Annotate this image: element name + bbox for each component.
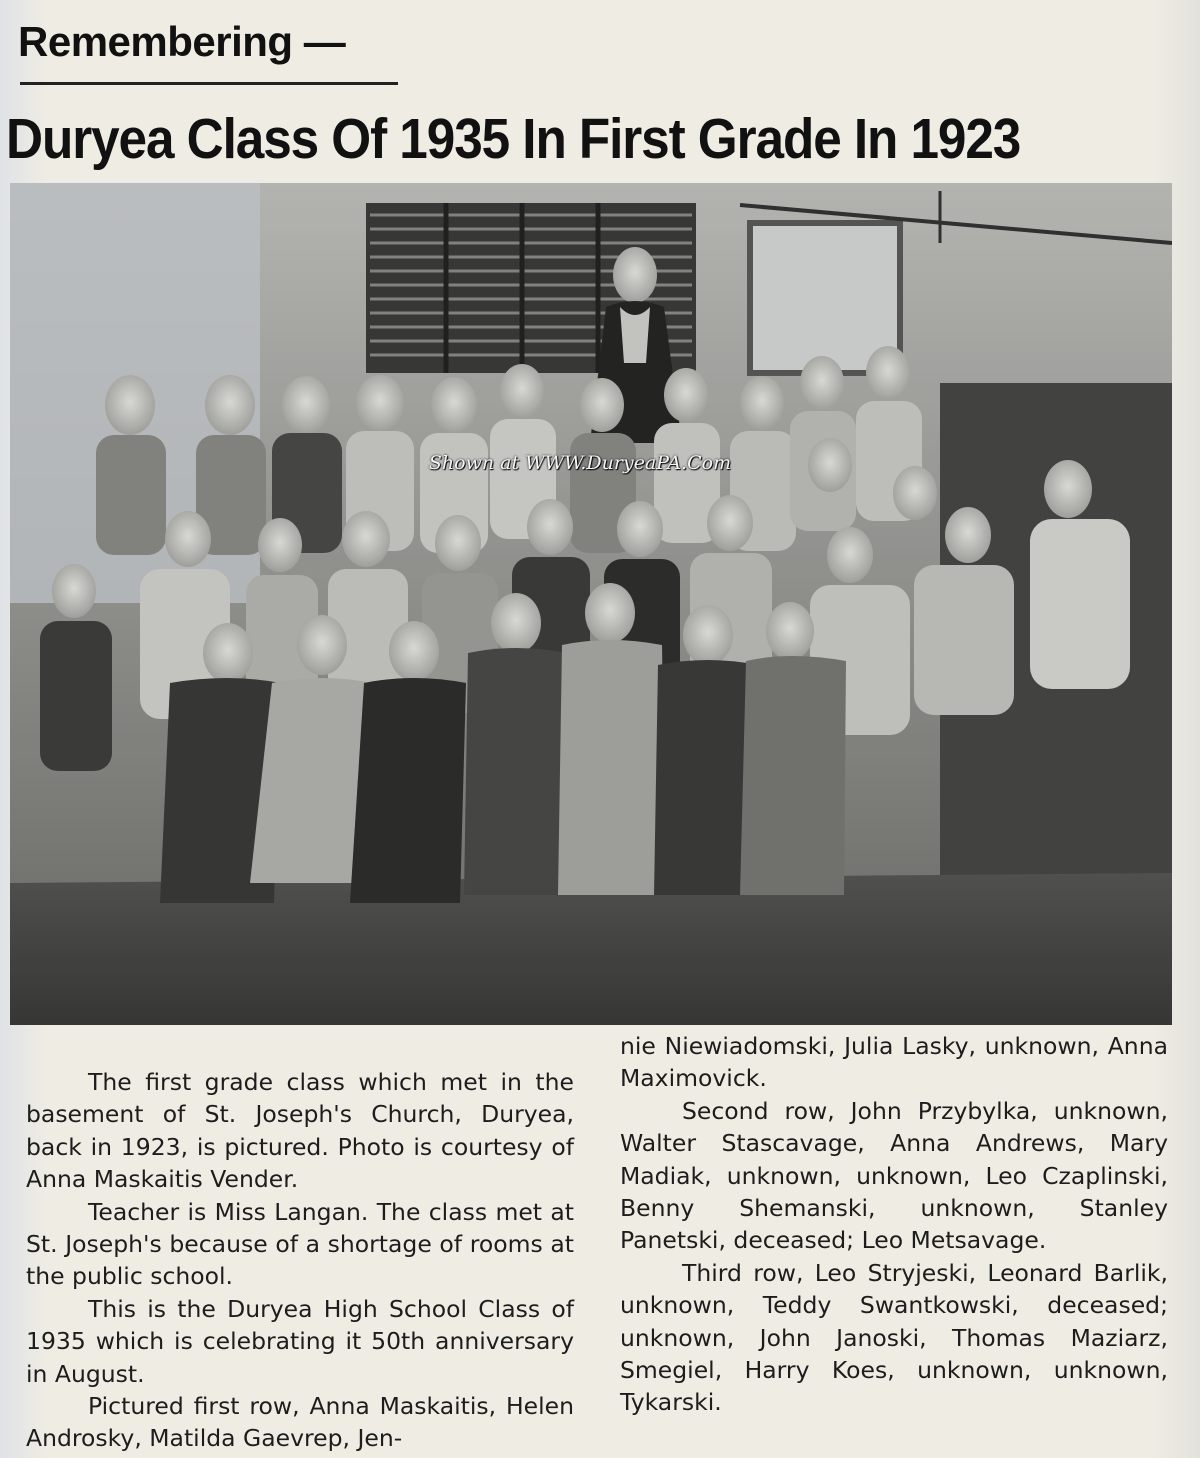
headline: Duryea Class Of 1935 In First Grade In 1923	[6, 107, 1021, 171]
caption-paragraph: Second row, John Przybylka, unknown, Walter Stascavage, Anna Andrews, Mary Madiak, unknown, unknown, Leo Czaplinski, Benny Shemanski, unknown, Stanley Panetski, deceased; Leo Metsavage.	[620, 1096, 1168, 1255]
class-photo	[10, 183, 1172, 1025]
caption-paragraph: Teacher is Miss Langan. The class met at St. Joseph's because of a shortage of rooms at the public school.	[26, 1197, 574, 1291]
caption-column-right	[620, 1030, 1168, 1419]
caption-paragraph: Third row, Leo Stryjeski, Leonard Barlik, unknown, Teddy Swantkowski, deceased; unknown, John Janoski, Thomas Maziarz, Smegiel, Harry Koes, unknown, unknown, Tykarski.	[620, 1258, 1168, 1417]
kicker-rule	[20, 82, 398, 85]
caption-paragraph: Pictured first row, Anna Maskaitis, Helen Androsky, Matilda Gaevrep, Jen-	[26, 1392, 574, 1453]
watermark-text: Shown at WWW.DuryeaPA.Com	[428, 452, 732, 474]
caption-column-left	[26, 1066, 574, 1455]
caption-paragraph: This is the Duryea High School Class of 1935 which is celebrating it 50th anniversary in August.	[26, 1294, 574, 1388]
caption-paragraph: nie Niewiadomski, Julia Lasky, unknown, Anna Maximovick.	[620, 1032, 1168, 1093]
section-kicker: Remembering —	[18, 18, 346, 65]
caption-paragraph: The first grade class which met in the basement of St. Joseph's Church, Duryea, back in 1923, is pictured. Photo is courtesy of Anna Maskaitis Vender.	[26, 1068, 574, 1194]
